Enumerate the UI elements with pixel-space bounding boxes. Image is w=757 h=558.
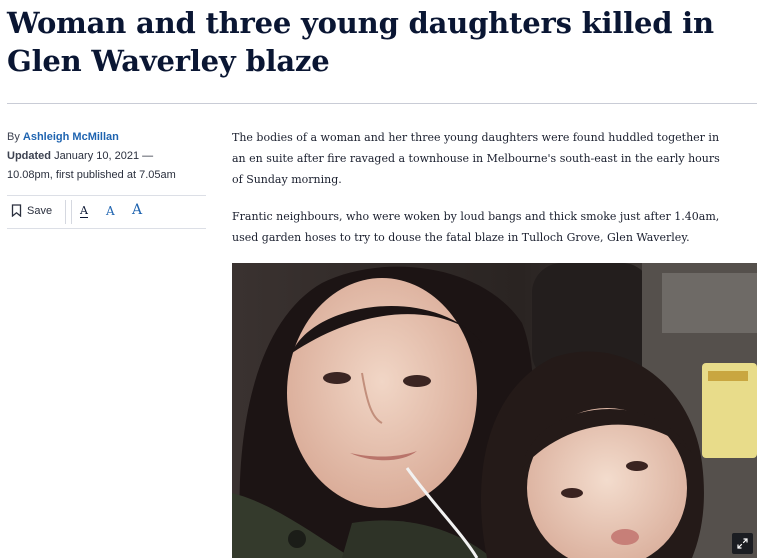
- expand-image-button[interactable]: [732, 533, 753, 554]
- by-label: By: [7, 131, 20, 143]
- photo-illustration: [232, 263, 757, 558]
- article-paragraph: Frantic neighbours, who were woken by loud bangs and thick smoke just after 1.40am, used garden hoses to try to douse the fatal blaze in Tulloch Grove, Glen Waverley.: [232, 210, 720, 244]
- published-time: 10.08pm, first published at 7.05am: [7, 169, 176, 181]
- author-link[interactable]: Ashleigh McMillan: [22, 131, 119, 143]
- byline: [7, 128, 207, 185]
- headline-divider: [7, 103, 757, 104]
- save-label: Save: [27, 204, 53, 217]
- article-paragraph: The bodies of a woman and her three young daughters were found huddled together in an en suite after fire ravaged a townhouse in Melbourne's south-east in the early hours of Sunday morning.: [232, 131, 720, 186]
- tools-divider: [65, 200, 66, 224]
- article-headline: Woman and three young daughters killed in Glen Waverley blaze: [7, 6, 714, 78]
- updated-label: Updated: [7, 150, 51, 162]
- article-tools: [7, 195, 206, 229]
- expand-icon: [737, 538, 748, 549]
- byline-author-line: [7, 128, 207, 147]
- font-size-medium-button[interactable]: A: [106, 204, 115, 218]
- article-photo: [232, 263, 757, 558]
- font-size-small-button[interactable]: A: [80, 204, 88, 217]
- save-button[interactable]: [11, 204, 52, 217]
- byline-updated-line: [7, 147, 207, 166]
- tools-divider: [71, 200, 72, 224]
- font-size-large-button[interactable]: A: [132, 202, 143, 218]
- bookmark-icon: [11, 204, 22, 217]
- updated-date: January 10, 2021 —: [54, 150, 154, 162]
